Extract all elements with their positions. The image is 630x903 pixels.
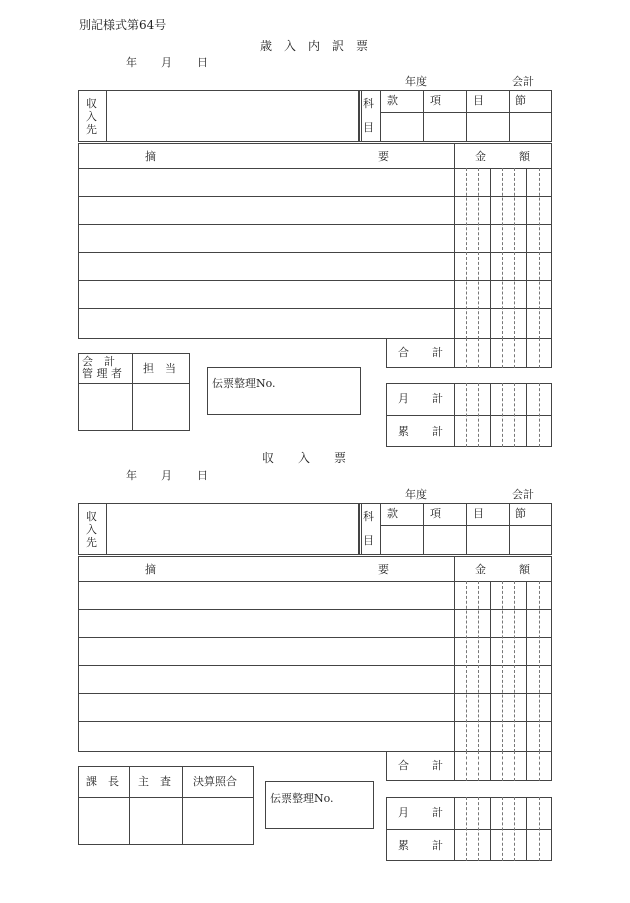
payer-label: 収 入 先: [86, 510, 97, 549]
kamoku-label-2: 目: [363, 121, 374, 134]
detail-table: [78, 143, 552, 339]
payer-box[interactable]: [78, 503, 359, 555]
approval-accounting-manager: 会 計 管 理 者: [82, 355, 122, 380]
summary-label-right: 要: [378, 563, 389, 576]
voucher-box[interactable]: [265, 781, 374, 829]
month-total-label-2: 計: [432, 806, 443, 819]
date-day[interactable]: 日: [197, 469, 208, 482]
class-kan: 款: [387, 94, 398, 107]
section-title: 歳 入 内 訳 票: [260, 39, 369, 53]
seal-cell-1[interactable]: [79, 384, 132, 430]
month-total-label-1: 月: [398, 806, 409, 819]
cumulative-label-1: 累: [398, 839, 409, 852]
kamoku-label-1: 科: [363, 510, 374, 523]
seal-cell-2[interactable]: [133, 384, 189, 430]
payer-box[interactable]: [78, 90, 359, 142]
month-total-label-2: 計: [432, 392, 443, 405]
seal-cell-3[interactable]: [183, 798, 253, 844]
payer-label: 収 入 先: [86, 97, 97, 136]
account-label: 会計: [512, 75, 534, 88]
total-row: [386, 338, 552, 368]
account-label: 会計: [512, 488, 534, 501]
total-label-1: 合: [398, 346, 409, 359]
class-kou: 項: [430, 94, 441, 107]
cumulative-label-2: 計: [432, 839, 443, 852]
summary-label-left: 摘: [145, 563, 156, 576]
date-day[interactable]: 日: [197, 56, 208, 69]
summary-label-right: 要: [378, 150, 389, 163]
seal-cell-2[interactable]: [130, 798, 182, 844]
amount-label-right: 額: [519, 150, 530, 163]
class-kan: 款: [387, 507, 398, 520]
month-total-label-1: 月: [398, 392, 409, 405]
amount-label-left: 金: [475, 150, 486, 163]
approval-kessan-shougou: 決算照合: [193, 775, 237, 788]
date-month[interactable]: 月: [161, 469, 172, 482]
section-title: 収 入 票: [262, 451, 347, 465]
class-moku: 目: [473, 507, 484, 520]
amount-label-right: 額: [519, 563, 530, 576]
kamoku-label-2: 目: [363, 534, 374, 547]
voucher-label: 伝票整理No.: [212, 377, 276, 390]
voucher-label: 伝票整理No.: [270, 792, 334, 805]
voucher-box[interactable]: [207, 367, 361, 415]
summary-label-left: 摘: [145, 150, 156, 163]
payer-divider: [106, 90, 107, 142]
form-number: 別記様式第64号: [79, 18, 167, 32]
approval-shusa: 主 査: [138, 775, 171, 788]
approval-kachou: 課 長: [86, 775, 119, 788]
total-label-1: 合: [398, 759, 409, 772]
detail-table: [78, 556, 552, 752]
total-label-2: 計: [432, 346, 443, 359]
class-setsu: 節: [515, 507, 526, 520]
amount-label-left: 金: [475, 563, 486, 576]
class-moku: 目: [473, 94, 484, 107]
class-setsu: 節: [515, 94, 526, 107]
kamoku-label-1: 科: [363, 97, 374, 110]
fiscal-year-label: 年度: [405, 488, 427, 501]
class-kou: 項: [430, 507, 441, 520]
date-year[interactable]: 年: [126, 469, 137, 482]
date-year[interactable]: 年: [126, 56, 137, 69]
total-label-2: 計: [432, 759, 443, 772]
cumulative-label-1: 累: [398, 425, 409, 438]
date-month[interactable]: 月: [161, 56, 172, 69]
cumulative-label-2: 計: [432, 425, 443, 438]
total-row: [386, 751, 552, 781]
fiscal-year-label: 年度: [405, 75, 427, 88]
approval-tantou: 担 当: [143, 362, 176, 375]
seal-cell-1[interactable]: [79, 798, 129, 844]
